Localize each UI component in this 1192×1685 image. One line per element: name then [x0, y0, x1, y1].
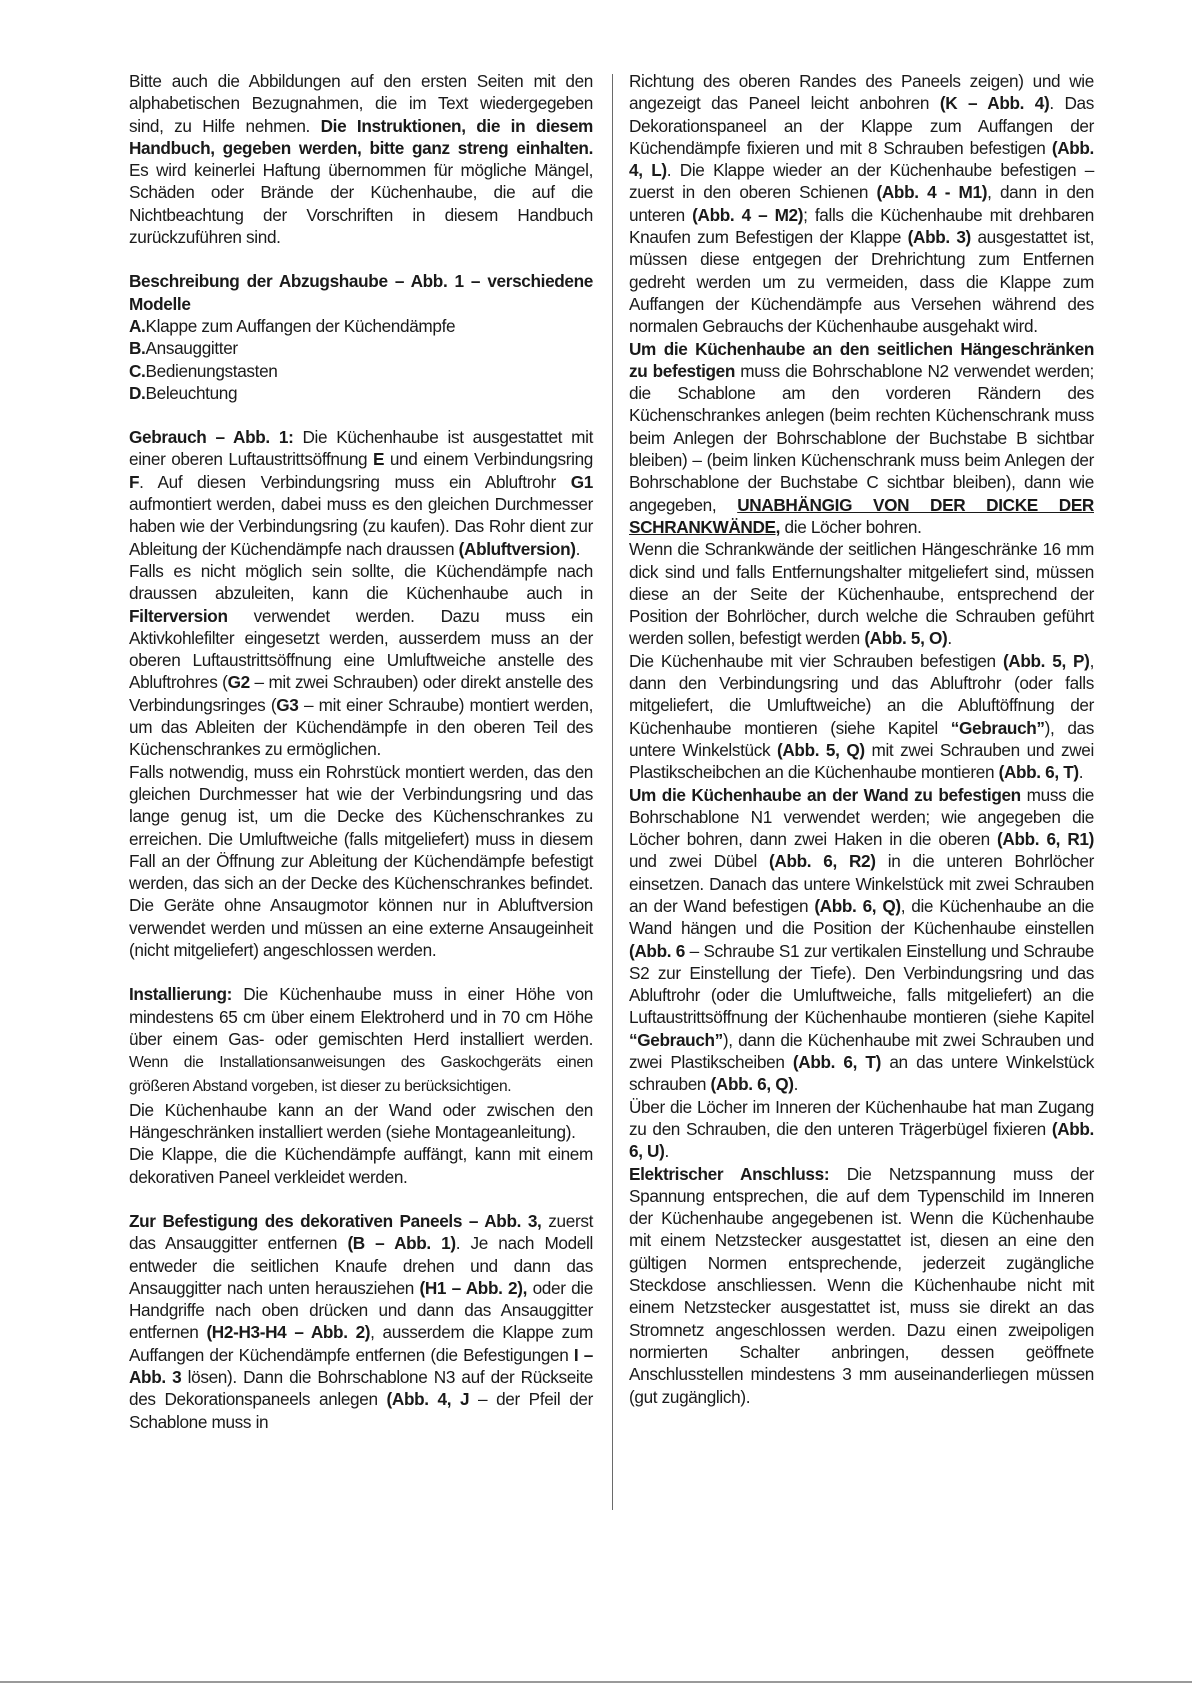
left-column — [129, 70, 593, 1433]
intro-paragraph: Bitte auch die Abbildungen auf den ersten Seiten mit den alphabetischen Bezugnahmen, die im Text wiedergegeben sind, zu Hilfe nehmen. Die Instruktionen, die in diesem Handbuch, gegeben werden, bitte ganz streng einhalten. Es wird keinerlei Haftung übernommen für mögliche Mängel, Schäden oder Brände der Küchenhaube, die auf die Nichtbeachtung der Vorschriften in diesem Handbuch zurückzuführen sind. — [129, 71, 593, 248]
usage-paragraph: Gebrauch – Abb. 1: Die Küchenhaube ist ausgestattet mit einer oberen Luftaustrittsöffnung E und einem Verbindungsring F. Auf diesen Verbindungsring muss ein Abluftrohr G1 aufmontiert werden, dabei muss es den gleichen Durchmesser haben wie der Verbindungsring (zu kaufen). Das Rohr dient zur Ableitung der Küchendämpfe nach draussen (Abluftversion). — [129, 427, 593, 559]
description-item-b: B.Ansauggitter — [129, 338, 238, 359]
description-item-c: C.Bedienungstasten — [129, 360, 278, 381]
filter-version-paragraph: Falls es nicht möglich sein sollte, die Küchendämpfe nach draussen abzuleiten, kann die Küchenhaube auch in Filterversion verwendet werden. Dazu muss ein Aktivkohlefilter eingesetzt werden, ausserdem muss an der oberen Luftaustrittsöffnung eine Umluftweiche anstelle des Abluftrohres (G2 – mit zwei Schrauben) oder direkt anstelle des Verbindungsringes (G3 – mit einer Schraube) montiert werden, um das Ableiten der Küchendämpfe in den oberen Teil des Küchenschrankes zu ermöglichen. — [129, 560, 593, 760]
panel-continuation-paragraph: Richtung des oberen Randes des Paneels zeigen) und wie angezeigt das Paneel leicht anbohren (K – Abb. 4). Das Dekorationspaneel an der Klappe zum Auffangen der Küchendämpfe fixieren und mit 8 Schrauben befestigen (Abb. 4, L). Die Klappe wieder an der Küchenhaube befestigen – zuerst in den oberen Schienen (Abb. 4 - M1), dann in den unteren (Abb. 4 – M2); falls die Küchenhaube mit drehbaren Knaufen zum Befestigen der Klappe (Abb. 3) ausgestattet ist, müssen diese entgegen der Drehrichtung zum Entfernen gedreht werden um zu vermeiden, dass die Klappe zum Auffangen der Küchendämpfe aus Versehen während des normalen Gebrauchs der Küchenhaube ausgehakt wird. — [629, 71, 1095, 337]
description-heading: Beschreibung der Abzugshaube – Abb. 1 – verschiedene Modelle — [129, 271, 593, 314]
flap-paragraph: Die Klappe, die die Küchendämpfe auffängt, kann mit einem dekorativen Paneel verkleidet werden. — [129, 1144, 593, 1187]
cabinet-mounting-paragraph: Um die Küchenhaube an den seitlichen Hängeschränken zu befestigen muss die Bohrschablone N2 verwendet werden; die Schablone am den vorderen Rändern des Küchenschrankes anlegen (beim rechten Küchenschrank muss beim Anlegen der Bohrschablone der Buchstabe B sichtbar bleiben) – (beim linken Küchenschrank muss beim Anlegen der Bohrschablone der Buchstabe C sichtbar bleiben), dann wie angegeben, UNABHÄNGIG VON DER DICKE DER SCHRANKWÄNDE, die Löcher bohren. — [629, 338, 1094, 537]
column-divider — [612, 74, 613, 1510]
wall-mounting-paragraph: Um die Küchenhaube an der Wand zu befestigen muss die Bohrschablone N1 verwendet werden; wie angegeben die Löcher bohren, dann zwei Haken in die oberen (Abb. 6, R1) und zwei Dübel (Abb. 6, R2) in die unteren Bohrlöcher einsetzen. Danach das untere Winkelstück mit zwei Schrauben an der Wand befestigen (Abb. 6, Q), die Küchenhaube an die Wand hängen und die Position der Küchenhaube einstellen (Abb. 6 – Schraube S1 zur vertikalen Einstellung und Schraube S2 zur Einstellung der Tiefe). Den Verbindungsring und das Abluftrohr (oder die Umluftweiche, falls mitgeliefert) an die Luftaustrittsöffnung der Küchenhaube montieren (siehe Kapitel “Gebrauch”), dann die Küchenhaube mit zwei Schrauben und zwei Plastikscheiben (Abb. 6, T) an das untere Winkelstück schrauben (Abb. 6, Q). — [629, 784, 1095, 1095]
inner-holes-paragraph: Über die Löcher im Inneren der Küchenhaube hat man Zugang zu den Schrauben, die den unteren Trägerbügel fixieren (Abb. 6, U). — [629, 1096, 1094, 1162]
intro-emphasis: Die Instruktionen, die in diesem Handbuch, gegeben werden, bitte ganz streng einhalten. — [129, 115, 593, 158]
electrical-connection-paragraph: Elektrischer Anschluss: Die Netzspannung muss der Spannung entsprechen, die auf dem Typenschild im Inneren der Küchenhaube angegebenen ist. Wenn die Küchenhaube mit einem Netzstecker ausgestattet ist, diesen an eine den gültigen Normen entsprechende, jederzeit zugängliche Steckdose anschliessen. Wenn die Küchenhaube nicht mit einem Netzstecker ausgestattet ist, muss sie direkt an das Stromnetz angeschlossen werden. Dazu einen zweipoligen normierten Schalter anbringen, dessen geöffnete Anschlusstellen mindestens 3 mm auseinanderliegen müssen (gut zugänglich). — [629, 1163, 1094, 1407]
decorative-panel-paragraph: Zur Befestigung des dekorativen Paneels – Abb. 3, zuerst das Ansauggitter entfernen (B – Abb. 1). Je nach Modell entweder die seitlichen Knaufe drehen und dann das Ansauggitter nach unten herausziehen (H1 – Abb. 2), oder die Handgriffe nach oben drücken und dann das Ansauggitter entfernen (H2-H3-H4 – Abb. 2), ausserdem die Klappe zum Auffangen der Küchendämpfe entfernen (die Befestigungen I – Abb. 3 lösen). Dann die Bohrschablone N3 auf der Rückseite des Dekorationspaneels anlegen (Abb. 4, J – der Pfeil der Schablone muss in — [129, 1210, 593, 1432]
description-item-d: D.Beleuchtung — [129, 382, 238, 403]
pipe-paragraph: Falls notwendig, muss ein Rohrstück montiert werden, das den gleichen Durchmesser hat wie der Verbindungsring und das lange genug ist, um die Decke des Küchenschrankes zu erreichen. Die Umluftweiche (falls mitgeliefert) muss in diesem Fall an der Öffnung zur Ableitung der Küchendämpfe befestigt werden, das sich an der Decke des Küchenschrankes befindet. Die Geräte ohne Ansaugmotor können nur in Abluftversion verwendet werden und müssen an eine externe Ansaugeinheit (nicht mitgeliefert) angeschlossen werden. — [129, 761, 593, 960]
wall-thickness-paragraph: Wenn die Schrankwände der seitlichen Hängeschränke 16 mm dick sind und falls Entfernungshalter mitgeliefert sind, müssen diese an der Seite der Küchenhaube, entsprechend der Position der Bohrlöcher, durch welche die Schrauben geführt werden sollen, befestigt werden (Abb. 5, O). — [629, 539, 1094, 649]
wall-or-cabinet-paragraph: Die Küchenhaube kann an der Wand oder zwischen den Hängeschränken installiert werden (siehe Montageanleitung). — [129, 1099, 593, 1143]
page-bottom-rule — [0, 1681, 1192, 1683]
four-screws-paragraph: Die Küchenhaube mit vier Schrauben befestigen (Abb. 5, P), dann den Verbindungsring und das Abluftrohr (oder falls mitgeliefert, die Umluftweiche) an die Abluftöffnung der Küchenhaube montieren (siehe Kapitel “Gebrauch”), das untere Winkelstück (Abb. 5, Q) mit zwei Schrauben und zwei Plastikscheibchen an die Küchenhaube montieren (Abb. 6, T). — [629, 650, 1094, 783]
installation-paragraph: Installierung: Die Küchenhaube muss in einer Höhe von mindestens 65 cm über einem Elektroherd und in 70 cm Höhe über einem Gas- oder gemischten Herd installiert werden. Wenn die Installationsanweisungen des Gaskochgeräts einen größeren Abstand vorgeben, ist dieser zu berücksichtigen. — [129, 984, 593, 1096]
right-column — [629, 70, 1094, 1408]
description-item-a: A.Klappe zum Auffangen der Küchendämpfe — [129, 315, 456, 336]
